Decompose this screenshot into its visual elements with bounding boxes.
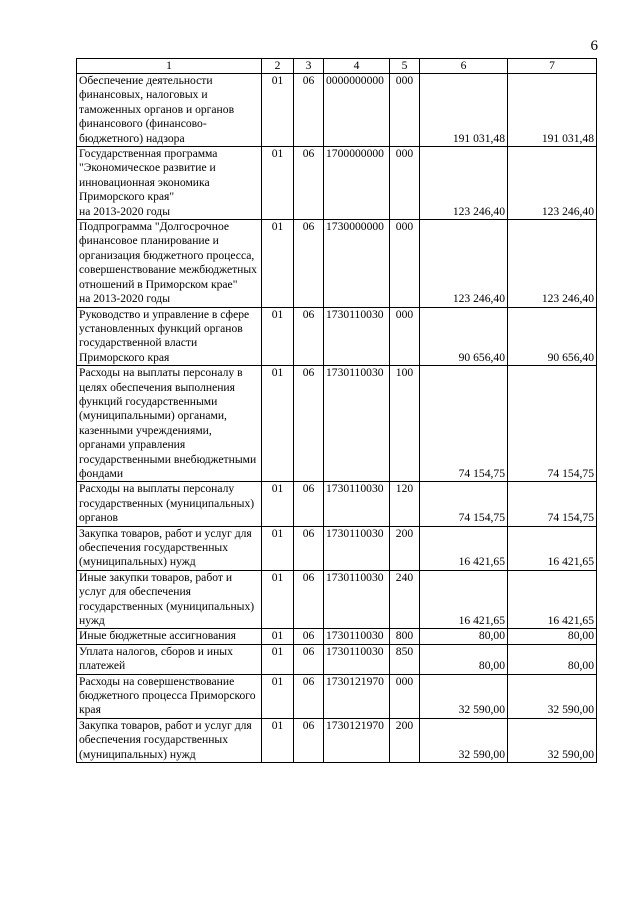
amount-col-6: 123 246,40	[420, 220, 508, 307]
target-article-code: 1700000000	[324, 147, 390, 220]
amount-col-7: 191 031,48	[508, 74, 597, 147]
section-code: 01	[262, 307, 294, 366]
subsection-code: 06	[294, 718, 324, 762]
table-row	[77, 526, 597, 570]
expense-type-code: 000	[390, 674, 420, 718]
amount-col-6: 16 421,65	[420, 526, 508, 570]
target-article-code: 1730110030	[324, 307, 390, 366]
column-header: 4	[324, 59, 390, 74]
amount-col-6: 90 656,40	[420, 307, 508, 366]
column-header: 3	[294, 59, 324, 74]
amount-col-7: 16 421,65	[508, 570, 597, 629]
expense-type-code: 800	[390, 629, 420, 644]
subsection-code: 06	[294, 644, 324, 674]
amount-col-6: 191 031,48	[420, 74, 508, 147]
item-name: Уплата налогов, сборов и иных платежей	[77, 644, 262, 674]
amount-col-7: 32 590,00	[508, 718, 597, 762]
column-header: 1	[77, 59, 262, 74]
target-article-code: 0000000000	[324, 74, 390, 147]
section-code: 01	[262, 366, 294, 482]
section-code: 01	[262, 74, 294, 147]
column-header: 7	[508, 59, 597, 74]
budget-table	[76, 58, 597, 763]
table-row	[77, 366, 597, 482]
target-article-code: 1730110030	[324, 366, 390, 482]
subsection-code: 06	[294, 307, 324, 366]
amount-col-6: 80,00	[420, 644, 508, 674]
target-article-code: 1730110030	[324, 629, 390, 644]
column-header: 6	[420, 59, 508, 74]
target-article-code: 1730121970	[324, 674, 390, 718]
table-row	[77, 718, 597, 762]
target-article-code: 1730110030	[324, 570, 390, 629]
item-name: Руководство и управление в сфере установленных функций органов государственной власти Приморского края	[77, 307, 262, 366]
item-name: Иные бюджетные ассигнования	[77, 629, 262, 644]
item-name: Обеспечение деятельности финансовых, налоговых и таможенных органов и органов финансового (финансово-бюджетного) надзора	[77, 74, 262, 147]
amount-col-6: 32 590,00	[420, 674, 508, 718]
amount-col-7: 123 246,40	[508, 220, 597, 307]
subsection-code: 06	[294, 674, 324, 718]
section-code: 01	[262, 718, 294, 762]
subsection-code: 06	[294, 220, 324, 307]
amount-col-6: 74 154,75	[420, 482, 508, 526]
expense-type-code: 000	[390, 307, 420, 366]
table-row	[77, 220, 597, 307]
expense-type-code: 000	[390, 220, 420, 307]
amount-col-7: 32 590,00	[508, 674, 597, 718]
expense-type-code: 100	[390, 366, 420, 482]
section-code: 01	[262, 674, 294, 718]
subsection-code: 06	[294, 147, 324, 220]
expense-type-code: 200	[390, 526, 420, 570]
subsection-code: 06	[294, 526, 324, 570]
amount-col-7: 80,00	[508, 644, 597, 674]
item-name: Закупка товаров, работ и услуг для обеспечения государственных (муниципальных) нужд	[77, 526, 262, 570]
column-header: 5	[390, 59, 420, 74]
amount-col-6: 32 590,00	[420, 718, 508, 762]
expense-type-code: 000	[390, 74, 420, 147]
amount-col-6: 80,00	[420, 629, 508, 644]
table-row	[77, 644, 597, 674]
expense-type-code: 200	[390, 718, 420, 762]
amount-col-6: 123 246,40	[420, 147, 508, 220]
subsection-code: 06	[294, 570, 324, 629]
section-code: 01	[262, 526, 294, 570]
item-name: Подпрограмма "Долгосрочное финансовое планирование и организация бюджетного процесса, совершенствование межбюджетных отношений в Приморском крае" на 2013-2020 годы	[77, 220, 262, 307]
item-name: Государственная программа "Экономическое развитие и инновационная экономика Приморского края" на 2013-2020 годы	[77, 147, 262, 220]
table-row	[77, 629, 597, 644]
header-row	[77, 59, 597, 74]
section-code: 01	[262, 220, 294, 307]
table-row	[77, 74, 597, 147]
amount-col-7: 16 421,65	[508, 526, 597, 570]
item-name: Расходы на выплаты персоналу в целях обеспечения выполнения функций государственными (муниципальными) органами, казенными учреждениями, органами управления государственными внебюджетными фондами	[77, 366, 262, 482]
expense-type-code: 240	[390, 570, 420, 629]
section-code: 01	[262, 629, 294, 644]
subsection-code: 06	[294, 629, 324, 644]
expense-type-code: 000	[390, 147, 420, 220]
table-row	[77, 674, 597, 718]
subsection-code: 06	[294, 366, 324, 482]
amount-col-6: 74 154,75	[420, 366, 508, 482]
item-name: Расходы на выплаты персоналу государственных (муниципальных) органов	[77, 482, 262, 526]
target-article-code: 1730121970	[324, 718, 390, 762]
amount-col-7: 74 154,75	[508, 482, 597, 526]
section-code: 01	[262, 644, 294, 674]
table-row	[77, 147, 597, 220]
amount-col-7: 123 246,40	[508, 147, 597, 220]
section-code: 01	[262, 570, 294, 629]
expense-type-code: 850	[390, 644, 420, 674]
amount-col-7: 80,00	[508, 629, 597, 644]
column-header: 2	[262, 59, 294, 74]
target-article-code: 1730000000	[324, 220, 390, 307]
target-article-code: 1730110030	[324, 526, 390, 570]
expense-type-code: 120	[390, 482, 420, 526]
section-code: 01	[262, 147, 294, 220]
subsection-code: 06	[294, 482, 324, 526]
item-name: Закупка товаров, работ и услуг для обеспечения государственных (муниципальных) нужд	[77, 718, 262, 762]
section-code: 01	[262, 482, 294, 526]
amount-col-6: 16 421,65	[420, 570, 508, 629]
table-row	[77, 482, 597, 526]
item-name: Расходы на совершенствование бюджетного процесса Приморского края	[77, 674, 262, 718]
table-row	[77, 570, 597, 629]
amount-col-7: 90 656,40	[508, 307, 597, 366]
page-number: 6	[590, 38, 598, 54]
target-article-code: 1730110030	[324, 482, 390, 526]
target-article-code: 1730110030	[324, 644, 390, 674]
item-name: Иные закупки товаров, работ и услуг для обеспечения государственных (муниципальных) нужд	[77, 570, 262, 629]
amount-col-7: 74 154,75	[508, 366, 597, 482]
subsection-code: 06	[294, 74, 324, 147]
table-row	[77, 307, 597, 366]
